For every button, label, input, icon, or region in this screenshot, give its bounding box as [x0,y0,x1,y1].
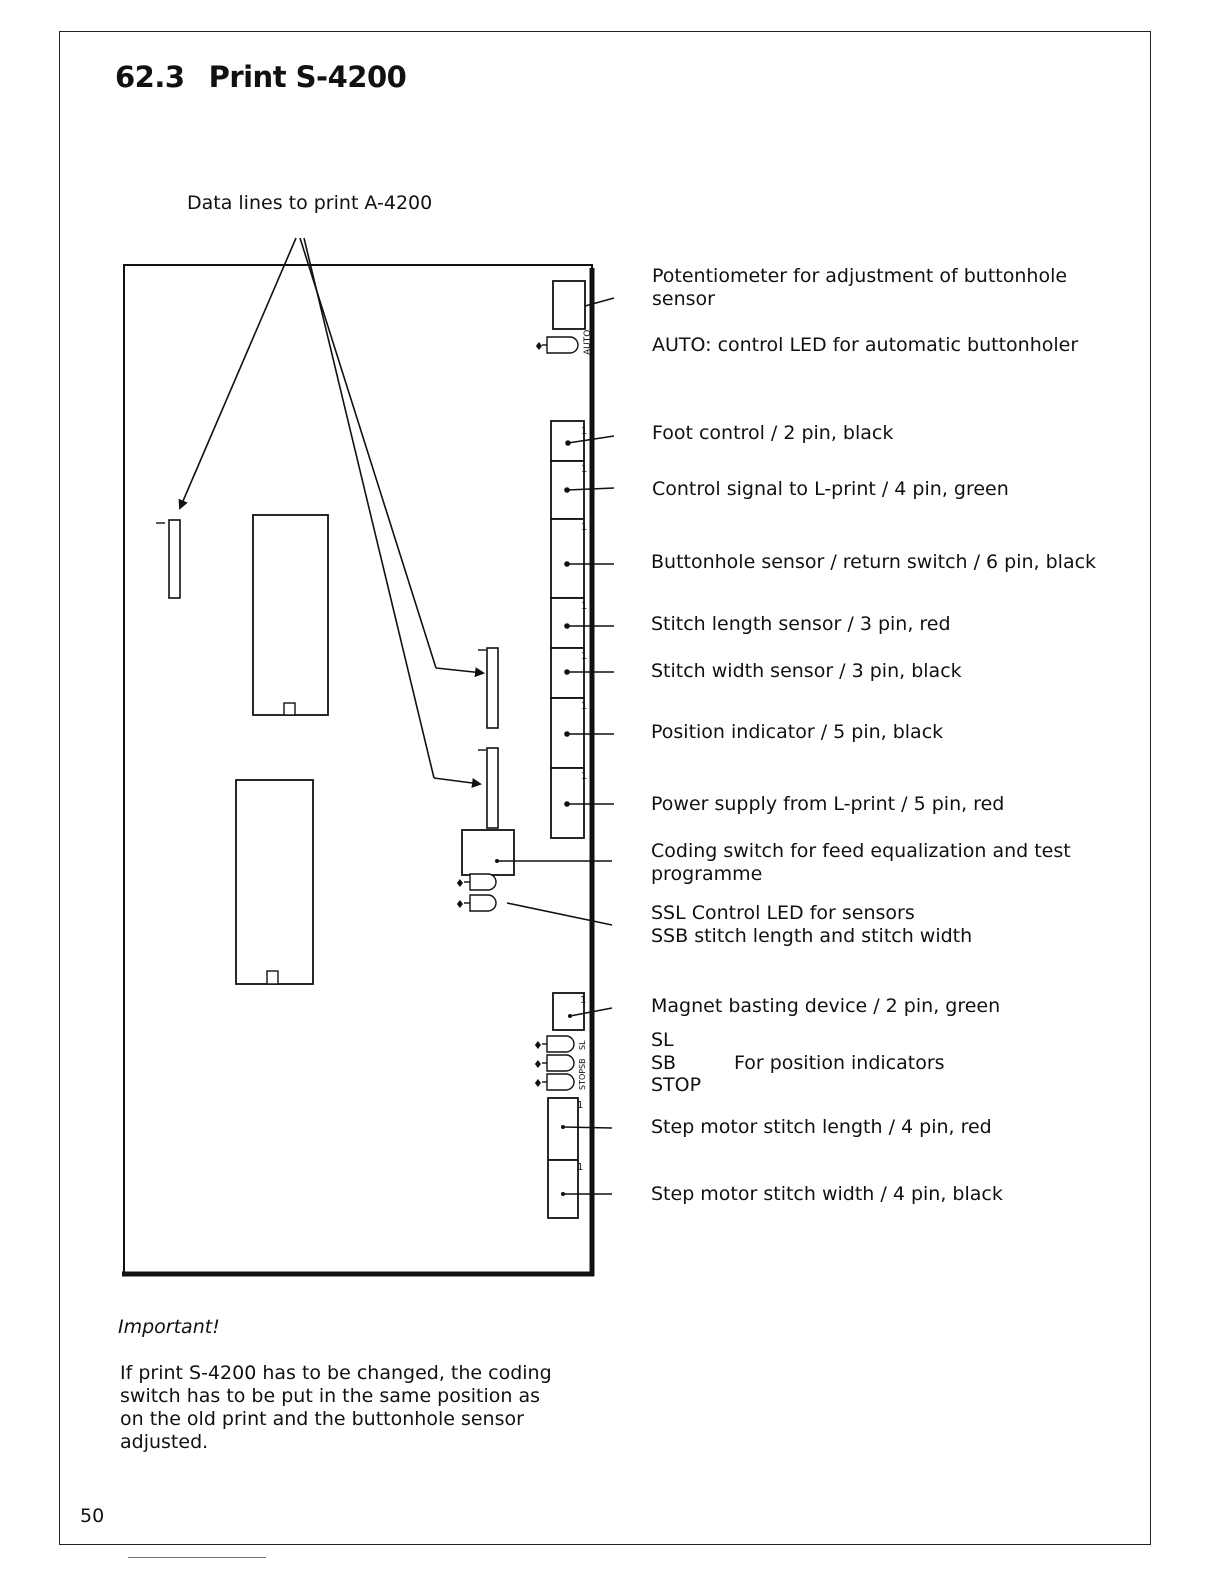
label-sb: SB [651,1052,677,1074]
auto-mark: AUTO [583,329,593,355]
label-control-signal: Control signal to L-print / 4 pin, green [652,478,1009,500]
label-auto-led: AUTO: control LED for automatic buttonholer [652,334,1079,356]
label-position-indicators: For position indicators [734,1052,945,1074]
label-coding-switch-2: programme [651,863,763,885]
label-sl: SL [651,1029,674,1051]
label-step-motor-width: Step motor stitch width / 4 pin, black [651,1183,1003,1205]
board-outline [122,265,594,1276]
important-text: If print S-4200 has to be changed, the coding switch has to be put in the same position as on the old print and the buttonhole sensor adjusted. [120,1362,552,1453]
svg-text:1: 1 [581,701,588,712]
svg-text:♦: ♦ [533,1058,543,1071]
svg-text:♦: ♦ [533,1077,543,1090]
ic-chip-upper [253,515,328,715]
svg-text:1: 1 [580,995,587,1006]
svg-text:♦: ♦ [455,898,465,911]
data-lines-label: Data lines to print A-4200 [187,192,433,214]
label-potentiometer-2: sensor [652,288,715,310]
svg-text:1: 1 [581,522,588,533]
position-leds [533,1036,587,1090]
stop-mark: STOP [578,1068,587,1090]
svg-text:♦: ♦ [455,877,465,890]
label-position-indicator: Position indicator / 5 pin, black [651,721,944,743]
svg-text:1: 1 [581,771,588,782]
svg-text:♦: ♦ [533,1039,543,1052]
section-number: 62.3 [115,60,185,94]
label-buttonhole-sensor: Buttonhole sensor / return switch / 6 pin, black [651,551,1097,573]
label-stitch-length-sensor: Stitch length sensor / 3 pin, red [651,613,951,635]
svg-text:1: 1 [581,464,588,475]
label-ssb: SSB stitch length and stitch width [651,925,973,947]
svg-text:1: 1 [581,426,588,437]
potentiometer [553,281,614,329]
label-ssl: SSL Control LED for sensors [651,902,915,924]
footer-rule [128,1557,266,1558]
important-heading: Important! [118,1316,220,1338]
label-magnet-basting: Magnet basting device / 2 pin, green [651,995,1001,1017]
label-stop: STOP [651,1074,702,1096]
svg-text:1: 1 [577,1100,584,1111]
label-potentiometer: Potentiometer for adjustment of buttonhole [652,265,1068,287]
svg-text:1: 1 [577,1162,584,1173]
sl-mark: SL [578,1040,587,1050]
label-coding-switch: Coding switch for feed equalization and test [651,840,1071,862]
connector-column [551,421,584,838]
section-title: Print S-4200 [208,60,407,94]
svg-text:♦: ♦ [534,340,544,353]
sb-mark: SB [578,1058,587,1069]
label-step-motor-length: Step motor stitch length / 4 pin, red [651,1116,992,1138]
svg-text:1: 1 [581,601,588,612]
svg-text:1: 1 [581,651,588,662]
label-power-supply: Power supply from L-print / 5 pin, red [651,793,1005,815]
label-foot-control: Foot control / 2 pin, black [652,422,894,444]
label-stitch-width-sensor: Stitch width sensor / 3 pin, black [651,660,962,682]
magnet-connector [553,993,612,1030]
ic-chip-lower [236,780,313,984]
page-number: 50 [80,1505,105,1527]
